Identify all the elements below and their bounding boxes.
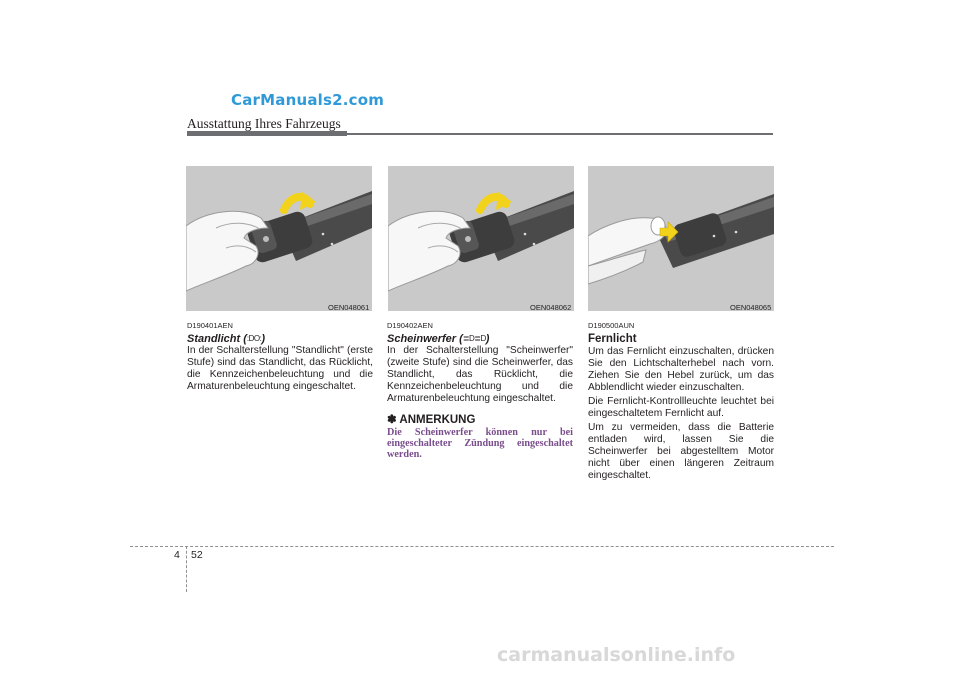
- figure-code: OEN048065: [730, 303, 772, 312]
- heading-text: Standlicht (: [187, 333, 247, 345]
- stalk-illustration-2: [388, 166, 574, 311]
- body-text: In der Schalterstellung "Standlicht" (erste Stufe) sind das Standlicht, das Rücklicht, die Kennzeichenbeleuchtung und die Armaturenbeleuchtung eingeschaltet.: [187, 345, 373, 392]
- note-title: ✽ ANMERKUNG: [387, 414, 476, 426]
- parking-light-icon: :DO:: [246, 334, 262, 343]
- column-standlicht: [187, 320, 373, 393]
- footer-divider: [186, 546, 187, 592]
- figure-headlight-switch: [388, 166, 574, 311]
- section-heading: [187, 333, 373, 345]
- column-fernlicht: [588, 320, 774, 482]
- page-chapter: 4: [174, 549, 180, 561]
- figure-code: OEN048061: [328, 303, 370, 312]
- body-text: Um das Fernlicht einzuschalten, drücken Sie den Lichtschalterhebel nach vorn. Ziehen Sie den Hebel zurück, um das Abblendlicht wieder einzuschalten.: [588, 346, 774, 393]
- footer-rule: [130, 546, 834, 547]
- section-heading: Fernlicht: [588, 333, 637, 345]
- section-code: D190402AEN: [387, 321, 433, 330]
- watermark-bottom[interactable]: carmanualsonline.info: [497, 644, 736, 666]
- heading-close: ): [485, 333, 490, 345]
- section-code: D190401AEN: [187, 321, 233, 330]
- stalk-illustration-3: [588, 166, 774, 311]
- figure-parking-light-switch: [186, 166, 372, 311]
- page-number: 52: [191, 549, 203, 561]
- figure-high-beam-switch: [588, 166, 774, 311]
- column-scheinwerfer: [387, 320, 573, 460]
- figure-code: OEN048062: [530, 303, 572, 312]
- stalk-illustration-1: [186, 166, 372, 311]
- body-text: Um zu vermeiden, dass die Batterie entladen wird, lassen Sie die Scheinwerfer bei abgestelltem Motor nicht über einen längeren Zeitraum eingeschaltet.: [588, 422, 774, 481]
- watermark-top[interactable]: CarManuals2.com: [231, 91, 385, 109]
- headlight-icon: ≣D≣D: [462, 334, 486, 343]
- body-text: Die Fernlicht-Kontrollleuchte leuchtet bei eingeschaltetem Fernlicht auf.: [588, 396, 774, 419]
- header-accent-bar: [187, 131, 347, 136]
- section-code: D190500AUN: [588, 321, 635, 330]
- heading-text: Scheinwerfer (: [387, 333, 463, 345]
- page-header-title: Ausstattung Ihres Fahrzeugs: [187, 116, 341, 131]
- note-text: Die Scheinwerfer können nur bei eingeschalteter Zündung eingeschaltet werden.: [387, 427, 573, 460]
- section-heading: [387, 333, 573, 345]
- body-text: In der Schalterstellung "Scheinwerfer" (zweite Stufe) sind die Scheinwerfer, das Standlicht, das Rücklicht, die Kennzeichenbeleuchtung und die Armaturenbeleuchtung eingeschaltet.: [387, 345, 573, 404]
- heading-close: ): [261, 333, 266, 345]
